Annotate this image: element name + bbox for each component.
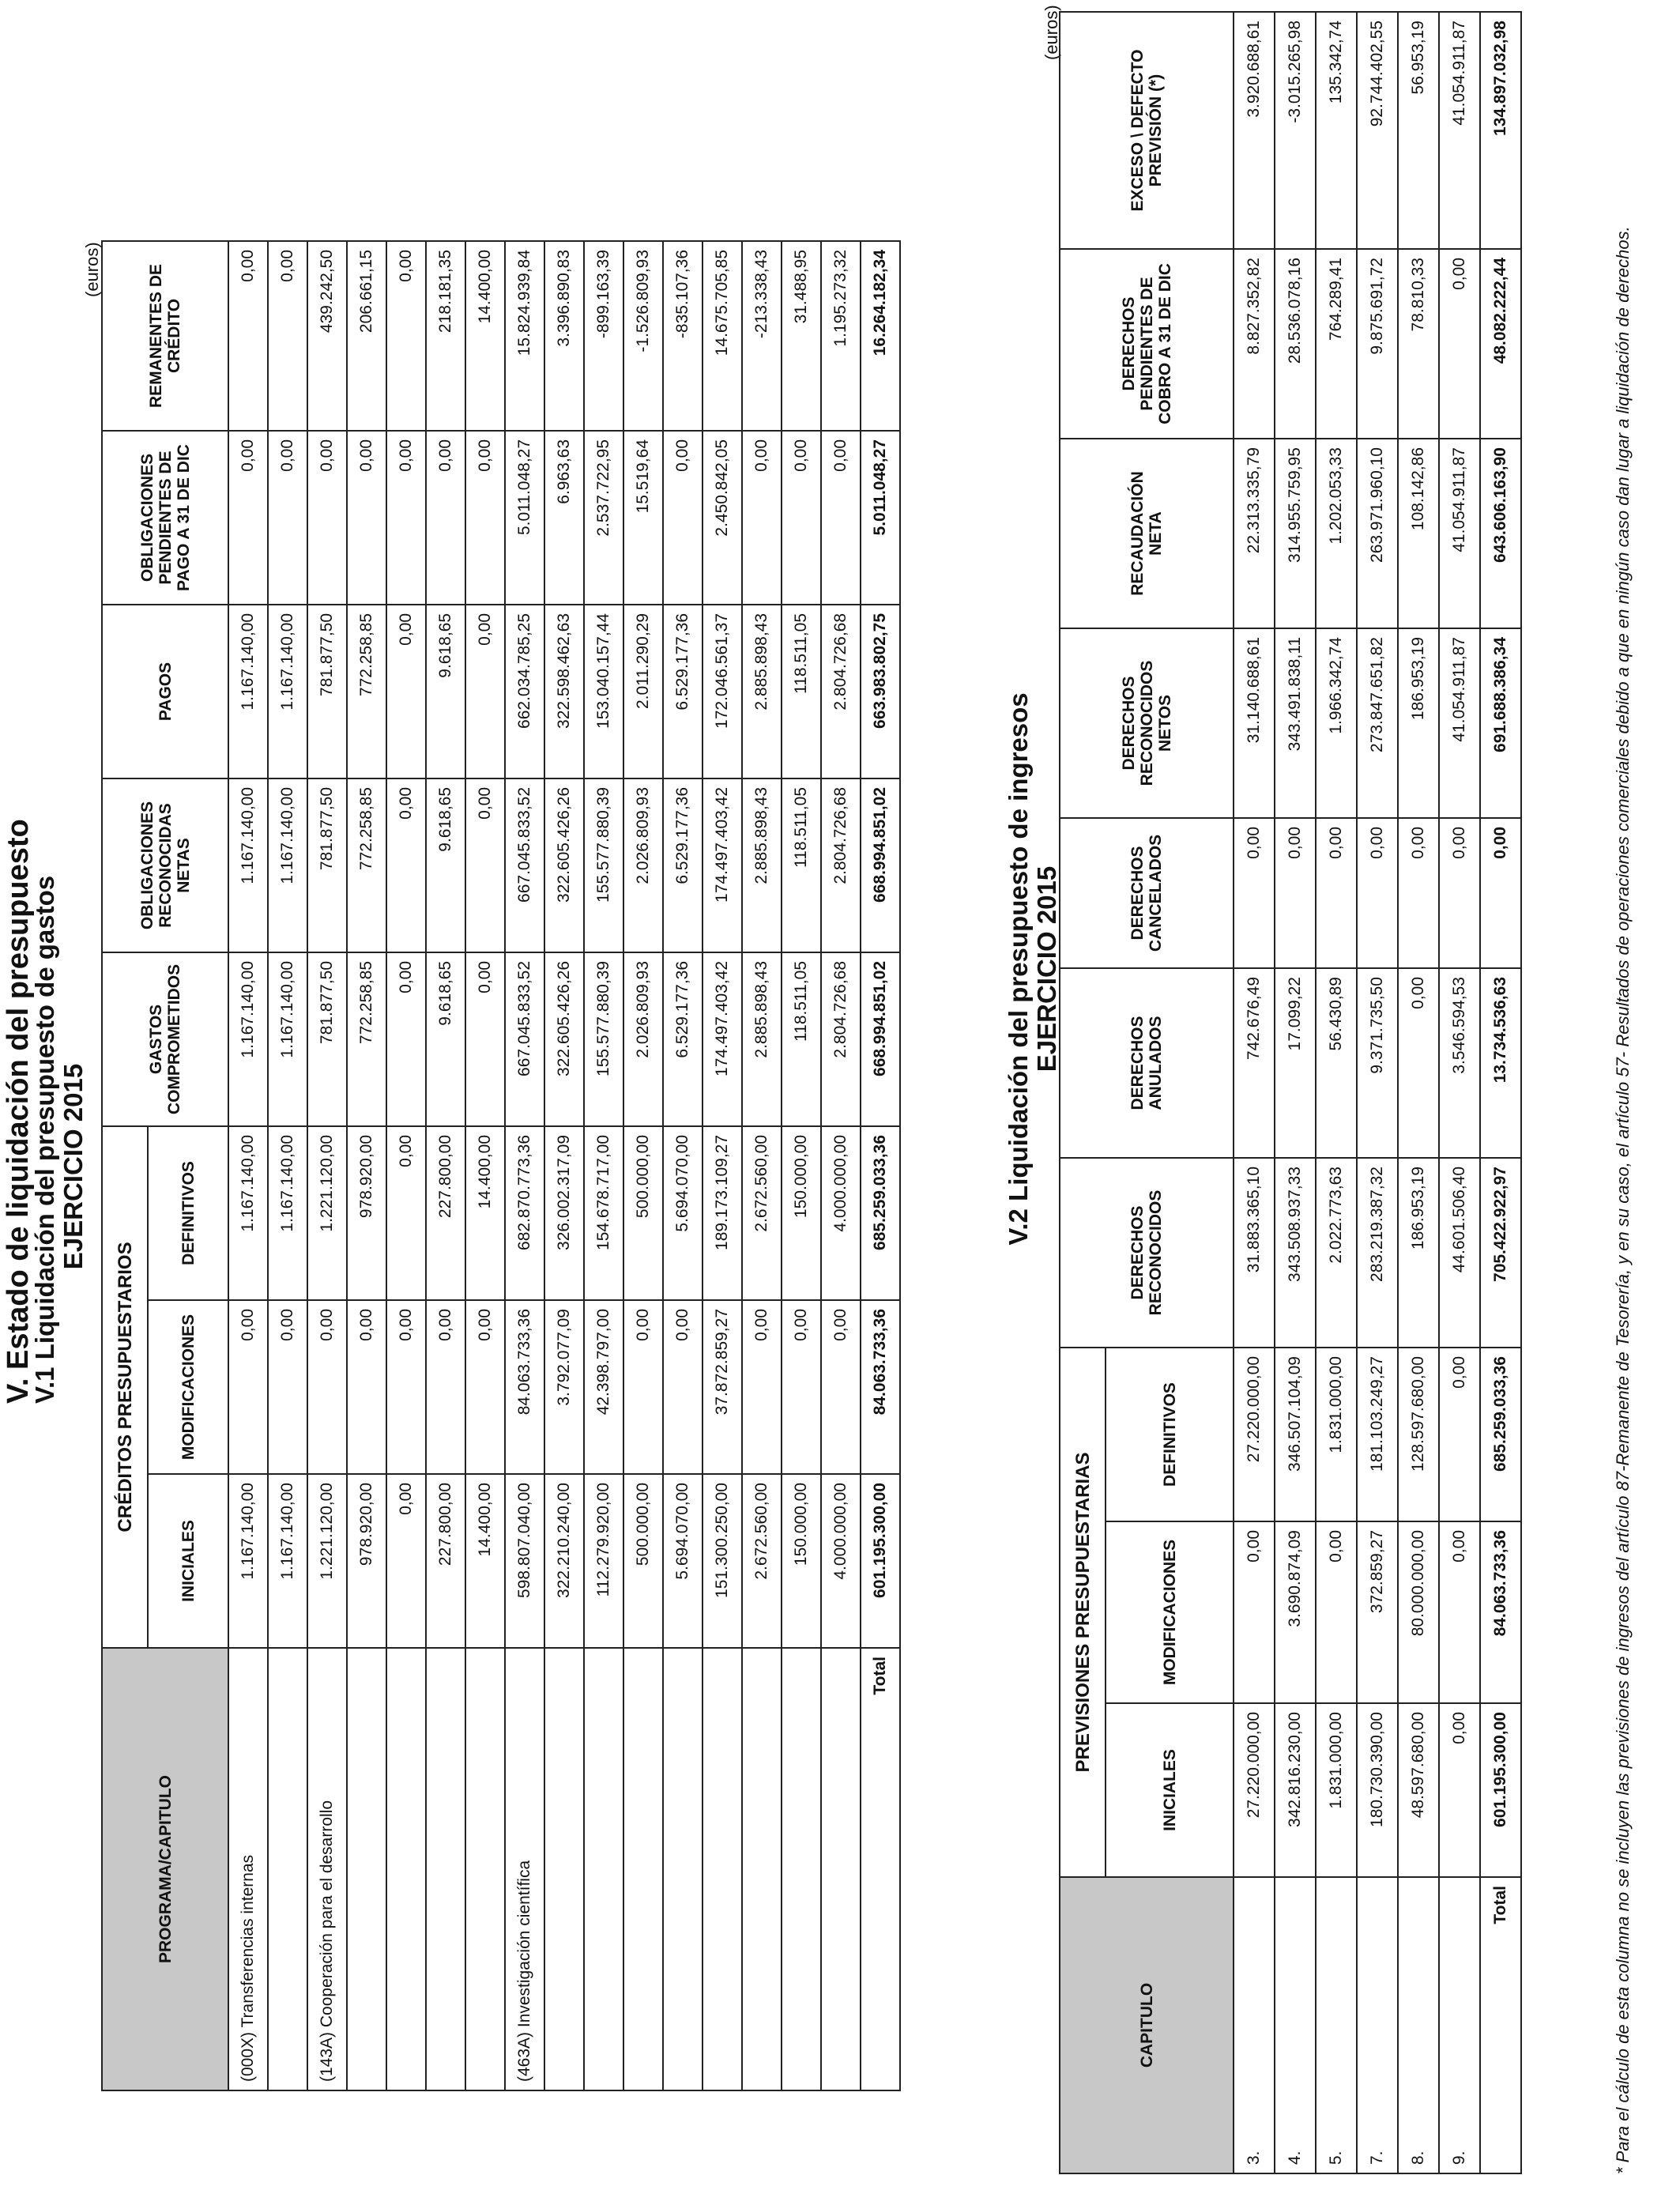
value-cell: 2.450.842,05 [703, 431, 742, 605]
value-cell: 112.279.920,00 [584, 1474, 623, 1648]
ingresos-year: EJERCICIO 2015 [1032, 865, 1061, 1072]
value-cell: 42.398.797,00 [584, 1300, 623, 1474]
value-cell: 2.026.809,93 [623, 952, 663, 1126]
value-cell: 2.672.560,00 [742, 1126, 782, 1300]
value-cell: 781.877,50 [307, 778, 347, 952]
value-cell: 0,00 [307, 431, 347, 605]
value-cell: 9.618,65 [426, 778, 465, 952]
value-cell: 0,00 [386, 605, 426, 778]
total-value-cell: 84.063.733,36 [861, 1300, 900, 1474]
value-cell: 0,00 [347, 1300, 386, 1474]
value-cell: 17.099,22 [1275, 968, 1316, 1158]
value-cell: 0,00 [386, 778, 426, 952]
value-cell: 6.529.177,36 [663, 605, 703, 778]
value-cell: 1.831.000,00 [1316, 1348, 1357, 1521]
value-cell: 151.300.250,00 [703, 1474, 742, 1648]
value-cell: 0,00 [742, 1300, 782, 1474]
value-cell: 0,00 [1439, 249, 1480, 439]
value-cell: 15.824.939,84 [505, 241, 544, 431]
header-cancelados: DERECHOS CANCELADOS [1060, 818, 1234, 968]
value-cell: 2.885.898,43 [742, 778, 782, 952]
value-cell: 0,00 [465, 1300, 505, 1474]
value-cell: 342.816.230,00 [1275, 1703, 1316, 1877]
value-cell: 0,00 [821, 1300, 861, 1474]
value-cell: 1.167.140,00 [228, 952, 268, 1126]
page-title: V. Estado de liquidación del presupuesto [2, 819, 35, 1404]
value-cell: 667.045.833,52 [505, 952, 544, 1126]
table-row [742, 241, 782, 2090]
value-cell: 118.511,05 [782, 778, 821, 952]
value-cell: 0,00 [228, 431, 268, 605]
value-cell: 667.045.833,52 [505, 778, 544, 952]
table-row [1357, 12, 1398, 2173]
value-cell: 5.011.048,27 [505, 431, 544, 605]
programa-label [386, 1648, 426, 2090]
year-label: EJERCICIO 2015 [58, 1063, 88, 1270]
value-cell: 0,00 [426, 431, 465, 605]
programa-label [544, 1648, 584, 2090]
value-cell: 0,00 [1234, 1521, 1275, 1703]
table-row [1316, 12, 1357, 2173]
value-cell: 174.497.403,42 [703, 778, 742, 952]
value-cell: 150.000,00 [782, 1474, 821, 1648]
value-cell: 135.342,74 [1316, 12, 1357, 249]
value-cell: 0,00 [268, 431, 307, 605]
value-cell: 1.167.140,00 [268, 778, 307, 952]
value-cell: 56.953,19 [1398, 12, 1439, 249]
value-cell: 180.730.390,00 [1357, 1703, 1398, 1877]
value-cell: 128.597.680,00 [1398, 1348, 1439, 1521]
table-row [228, 241, 268, 2090]
value-cell: -835.107,36 [663, 241, 703, 431]
value-cell: 0,00 [1234, 818, 1275, 968]
value-cell: 22.313.335,79 [1234, 439, 1275, 628]
value-cell: 153.040.157,44 [584, 605, 623, 778]
capitulo-label: 8. [1398, 1877, 1439, 2173]
value-cell: 1.167.140,00 [228, 1474, 268, 1648]
header-modificaciones-ing: MODIFICACIONES [1106, 1521, 1234, 1703]
value-cell: 343.491.838,11 [1275, 628, 1316, 818]
value-cell: 0,00 [663, 1300, 703, 1474]
capitulo-label: 5. [1316, 1877, 1357, 2173]
ingresos-table [1059, 11, 1522, 2174]
value-cell: 218.181,35 [426, 241, 465, 431]
value-cell: 48.597.680,00 [1398, 1703, 1439, 1877]
value-cell: 0,00 [782, 431, 821, 605]
value-cell: 4.000.000,00 [821, 1474, 861, 1648]
table-row [1234, 12, 1275, 2173]
value-cell: 155.577.880,39 [584, 952, 623, 1126]
value-cell: 118.511,05 [782, 605, 821, 778]
units-label: (euros) [82, 242, 102, 297]
value-cell: 772.258,85 [347, 952, 386, 1126]
table-row [426, 241, 465, 2090]
value-cell: 0,00 [1398, 968, 1439, 1158]
value-cell: 0,00 [386, 241, 426, 431]
value-cell: 273.847.651,82 [1357, 628, 1398, 818]
total-value-cell: 685.259.033,36 [861, 1126, 900, 1300]
value-cell: 206.661,15 [347, 241, 386, 431]
programa-label [782, 1648, 821, 2090]
table-row [1398, 12, 1439, 2173]
programa-label [347, 1648, 386, 2090]
value-cell: 3.396.890,83 [544, 241, 584, 431]
header-previsiones: PREVISIONES PRESUPUESTARIAS [1060, 1348, 1106, 1877]
value-cell: 2.026.809,93 [623, 778, 663, 952]
value-cell: 322.605.426,26 [544, 952, 584, 1126]
programa-label [268, 1648, 307, 2090]
header-capitulo: CAPITULO [1060, 1877, 1234, 2173]
value-cell: 322.210.240,00 [544, 1474, 584, 1648]
programa-label: (000X) Transferencias internas [228, 1648, 268, 2090]
header-modificaciones: MODIFICACIONES [148, 1300, 228, 1474]
value-cell: 0,00 [1439, 1703, 1480, 1877]
value-cell: 0,00 [268, 241, 307, 431]
value-cell: 28.536.078,16 [1275, 249, 1316, 439]
table-row [465, 241, 505, 2090]
total-row [861, 241, 900, 2090]
value-cell: 742.676,49 [1234, 968, 1275, 1158]
value-cell: 108.142,86 [1398, 439, 1439, 628]
programa-label: (143A) Cooperación para el desarrollo [307, 1648, 347, 2090]
value-cell: 1.221.120,00 [307, 1126, 347, 1300]
ingresos-title: V.2 Liquidación del presupuesto de ingresos [1004, 692, 1033, 1246]
value-cell: 500.000,00 [623, 1126, 663, 1300]
table-row [821, 241, 861, 2090]
value-cell: 439.242,50 [307, 241, 347, 431]
value-cell: 0,00 [228, 241, 268, 431]
value-cell: 500.000,00 [623, 1474, 663, 1648]
value-cell: 682.870.773,36 [505, 1126, 544, 1300]
value-cell: -3.015.265,98 [1275, 12, 1316, 249]
value-cell: 0,00 [268, 1300, 307, 1474]
value-cell: 92.744.402,55 [1357, 12, 1398, 249]
table-row [1439, 12, 1480, 2173]
value-cell: 31.488,95 [782, 241, 821, 431]
value-cell: 14.400,00 [465, 241, 505, 431]
value-cell: 6.529.177,36 [663, 778, 703, 952]
header-pagos: PAGOS [102, 605, 228, 778]
header-exceso: EXCESO \ DEFECTO PREVISIÓN (*) [1060, 12, 1234, 249]
value-cell: 150.000,00 [782, 1126, 821, 1300]
value-cell: 346.507.104,09 [1275, 1348, 1316, 1521]
value-cell: 2.804.726,68 [821, 605, 861, 778]
value-cell: 154.678.717,00 [584, 1126, 623, 1300]
header-definitivos-ing: DEFINITIVOS [1106, 1348, 1234, 1521]
value-cell: 314.955.759,95 [1275, 439, 1316, 628]
total-label: Total [861, 1648, 900, 2090]
value-cell: 2.885.898,43 [742, 605, 782, 778]
value-cell: 41.054.911,87 [1439, 12, 1480, 249]
value-cell: 2.537.722,95 [584, 431, 623, 605]
header-anulados: DERECHOS ANULADOS [1060, 968, 1234, 1158]
value-cell: 1.167.140,00 [268, 1126, 307, 1300]
header-comprometidos: GASTOS COMPROMETIDOS [102, 952, 228, 1126]
value-cell: 0,00 [386, 1300, 426, 1474]
total-value-cell: 48.082.222,44 [1480, 249, 1521, 439]
programa-label [663, 1648, 703, 2090]
value-cell: 1.167.140,00 [268, 1474, 307, 1648]
value-cell: 0,00 [1398, 818, 1439, 968]
header-iniciales: INICIALES [148, 1474, 228, 1648]
programa-label [584, 1648, 623, 2090]
table-row [703, 241, 742, 2090]
total-value-cell: 13.734.536,63 [1480, 968, 1521, 1158]
value-cell: 0,00 [386, 1126, 426, 1300]
value-cell: 0,00 [1357, 818, 1398, 968]
value-cell: 1.195.273,32 [821, 241, 861, 431]
value-cell: 662.034.785,25 [505, 605, 544, 778]
value-cell: 372.859,27 [1357, 1521, 1398, 1703]
capitulo-label: 4. [1275, 1877, 1316, 2173]
value-cell: 172.046.561,37 [703, 605, 742, 778]
total-value-cell: 5.011.048,27 [861, 431, 900, 605]
table-row [663, 241, 703, 2090]
value-cell: 14.400,00 [465, 1474, 505, 1648]
value-cell: 9.618,65 [426, 605, 465, 778]
value-cell: 3.690.874,09 [1275, 1521, 1316, 1703]
value-cell: 0,00 [742, 431, 782, 605]
value-cell: 15.519,64 [623, 431, 663, 605]
programa-label [703, 1648, 742, 2090]
value-cell: 0,00 [782, 1300, 821, 1474]
value-cell: 2.672.560,00 [742, 1474, 782, 1648]
value-cell: 0,00 [386, 952, 426, 1126]
programa-label: (463A) Investigación científica [505, 1648, 544, 2090]
value-cell: 0,00 [465, 605, 505, 778]
total-value-cell: 84.063.733,36 [1480, 1521, 1521, 1703]
programa-label [742, 1648, 782, 2090]
value-cell: 0,00 [426, 1300, 465, 1474]
value-cell: 186.953,19 [1398, 628, 1439, 818]
header-recaudacion: RECAUDACIÓN NETA [1060, 439, 1234, 628]
total-value-cell: 16.264.182,34 [861, 241, 900, 431]
value-cell: 326.002.317,09 [544, 1126, 584, 1300]
value-cell: 0,00 [228, 1300, 268, 1474]
total-value-cell: 134.897.032,98 [1480, 12, 1521, 249]
value-cell: 1.167.140,00 [228, 605, 268, 778]
value-cell: 0,00 [465, 778, 505, 952]
value-cell: 0,00 [1439, 818, 1480, 968]
value-cell: 186.953,19 [1398, 1158, 1439, 1348]
value-cell: 598.807.040,00 [505, 1474, 544, 1648]
header-netos: DERECHOS RECONOCIDOS NETOS [1060, 628, 1234, 818]
programa-label [465, 1648, 505, 2090]
value-cell: 0,00 [386, 431, 426, 605]
programa-label [426, 1648, 465, 2090]
value-cell: 41.054.911,87 [1439, 439, 1480, 628]
value-cell: 3.920.688,61 [1234, 12, 1275, 249]
table-row [782, 241, 821, 2090]
value-cell: -1.526.809,93 [623, 241, 663, 431]
value-cell: 31.140.688,61 [1234, 628, 1275, 818]
value-cell: -213.338,43 [742, 241, 782, 431]
value-cell: 343.508.937,33 [1275, 1158, 1316, 1348]
value-cell: 8.827.352,82 [1234, 249, 1275, 439]
header-reconocidos: DERECHOS RECONOCIDOS [1060, 1158, 1234, 1348]
value-cell: 9.371.735,50 [1357, 968, 1398, 1158]
total-value-cell: 691.688.386,34 [1480, 628, 1521, 818]
value-cell: 2.885.898,43 [742, 952, 782, 1126]
total-value-cell: 643.606.163,90 [1480, 439, 1521, 628]
page-subtitle: V.1 Liquidación del presupuesto de gastos [30, 875, 59, 1404]
value-cell: 0,00 [1275, 818, 1316, 968]
header-definitivos: DEFINITIVOS [148, 1126, 228, 1300]
value-cell: 1.167.140,00 [228, 778, 268, 952]
table-row [505, 241, 544, 2090]
value-cell: 283.219.387,32 [1357, 1158, 1398, 1348]
table-row [544, 241, 584, 2090]
value-cell: 1.167.140,00 [268, 605, 307, 778]
value-cell: 978.920,00 [347, 1126, 386, 1300]
value-cell: 5.694.070,00 [663, 1474, 703, 1648]
header-pendientes: OBLIGACIONES PENDIENTES DE PAGO A 31 DE DIC [102, 431, 228, 605]
value-cell: 80.000.000,00 [1398, 1521, 1439, 1703]
value-cell: 155.577.880,39 [584, 778, 623, 952]
value-cell: 0,00 [1439, 1348, 1480, 1521]
value-cell: 0,00 [465, 952, 505, 1126]
value-cell: 0,00 [347, 431, 386, 605]
value-cell: 4.000.000,00 [821, 1126, 861, 1300]
value-cell: 56.430,89 [1316, 968, 1357, 1158]
value-cell: 189.173.109,27 [703, 1126, 742, 1300]
value-cell: 44.601.506,40 [1439, 1158, 1480, 1348]
capitulo-label: 9. [1439, 1877, 1480, 2173]
header-remanentes: REMANENTES DE CRÉDITO [102, 241, 228, 431]
table-row [347, 241, 386, 2090]
value-cell: 1.202.053,33 [1316, 439, 1357, 628]
value-cell: 14.400,00 [465, 1126, 505, 1300]
value-cell: 263.971.960,10 [1357, 439, 1398, 628]
value-cell: 174.497.403,42 [703, 952, 742, 1126]
value-cell: 27.220.000,00 [1234, 1703, 1275, 1877]
total-value-cell: 601.195.300,00 [861, 1474, 900, 1648]
value-cell: 227.800,00 [426, 1474, 465, 1648]
value-cell: 31.883.365,10 [1234, 1158, 1275, 1348]
capitulo-label: 7. [1357, 1877, 1398, 2173]
gastos-table [101, 240, 901, 2091]
value-cell: 0,00 [663, 431, 703, 605]
total-value-cell: 0,00 [1480, 818, 1521, 968]
value-cell: 9.618,65 [426, 952, 465, 1126]
value-cell: 14.675.705,85 [703, 241, 742, 431]
header-creditos: CRÉDITOS PRESUPUESTARIOS [102, 1126, 148, 1648]
value-cell: 41.054.911,87 [1439, 628, 1480, 818]
value-cell: 3.792.077,09 [544, 1300, 584, 1474]
header-obligaciones: OBLIGACIONES RECONOCIDAS NETAS [102, 778, 228, 952]
value-cell: 1.167.140,00 [268, 952, 307, 1126]
value-cell: 227.800,00 [426, 1126, 465, 1300]
value-cell: 0,00 [1316, 818, 1357, 968]
table-row [623, 241, 663, 2090]
total-value-cell: 685.259.033,36 [1480, 1348, 1521, 1521]
value-cell: 0,00 [821, 431, 861, 605]
value-cell: 781.877,50 [307, 952, 347, 1126]
value-cell: 0,00 [386, 1474, 426, 1648]
value-cell: 1.831.000,00 [1316, 1703, 1357, 1877]
value-cell: 0,00 [307, 1300, 347, 1474]
header-programa: PROGRAMA/CAPITULO [102, 1648, 228, 2090]
total-value-cell: 663.983.802,75 [861, 605, 900, 778]
value-cell: 6.529.177,36 [663, 952, 703, 1126]
ingresos-units: (euros) [1042, 5, 1061, 60]
value-cell: 181.103.249,27 [1357, 1348, 1398, 1521]
total-value-cell: 668.994.851,02 [861, 952, 900, 1126]
capitulo-label: 3. [1234, 1877, 1275, 2173]
value-cell: 0,00 [465, 431, 505, 605]
value-cell: 3.546.594,53 [1439, 968, 1480, 1158]
total-value-cell: 705.422.922,97 [1480, 1158, 1521, 1348]
value-cell: 9.875.691,72 [1357, 249, 1398, 439]
total-row [1480, 12, 1521, 2173]
value-cell: 1.167.140,00 [228, 1126, 268, 1300]
value-cell: 772.258,85 [347, 605, 386, 778]
value-cell: 772.258,85 [347, 778, 386, 952]
header-iniciales-ing: INICIALES [1106, 1703, 1234, 1877]
total-label: Total [1480, 1877, 1521, 2173]
value-cell: 2.804.726,68 [821, 952, 861, 1126]
table-row [584, 241, 623, 2090]
value-cell: 781.877,50 [307, 605, 347, 778]
value-cell: 84.063.733,36 [505, 1300, 544, 1474]
value-cell: 37.872.859,27 [703, 1300, 742, 1474]
value-cell: 322.605.426,26 [544, 778, 584, 952]
total-value-cell: 601.195.300,00 [1480, 1703, 1521, 1877]
value-cell: 764.289,41 [1316, 249, 1357, 439]
footnote: * Para el cálculo de esta columna no se incluyen las previsiones de ingresos del artículo 87-Remanente de Tesorería, y en su caso, el artículo 57- Resultados de operaciones comerciales debido a que en ningún caso dan lugar a liquidación de derechos. [1613, 226, 1633, 2174]
value-cell: 2.804.726,68 [821, 778, 861, 952]
value-cell: 27.220.000,00 [1234, 1348, 1275, 1521]
value-cell: 118.511,05 [782, 952, 821, 1126]
total-value-cell: 668.994.851,02 [861, 778, 900, 952]
programa-label [623, 1648, 663, 2090]
value-cell: -899.163,39 [584, 241, 623, 431]
header-derechos-pendientes: DERECHOS PENDIENTES DE COBRO A 31 DE DIC [1060, 249, 1234, 439]
value-cell: 78.810,33 [1398, 249, 1439, 439]
value-cell: 1.966.342,74 [1316, 628, 1357, 818]
value-cell: 2.011.290,29 [623, 605, 663, 778]
value-cell: 322.598.462,63 [544, 605, 584, 778]
table-row [268, 241, 307, 2090]
value-cell: 6.963,63 [544, 431, 584, 605]
value-cell: 2.022.773,63 [1316, 1158, 1357, 1348]
programa-label [821, 1648, 861, 2090]
table-row [1275, 12, 1316, 2173]
value-cell: 5.694.070,00 [663, 1126, 703, 1300]
table-row [386, 241, 426, 2090]
value-cell: 978.920,00 [347, 1474, 386, 1648]
value-cell: 1.221.120,00 [307, 1474, 347, 1648]
table-row [307, 241, 347, 2090]
value-cell: 0,00 [1316, 1521, 1357, 1703]
value-cell: 0,00 [623, 1300, 663, 1474]
value-cell: 0,00 [1439, 1521, 1480, 1703]
